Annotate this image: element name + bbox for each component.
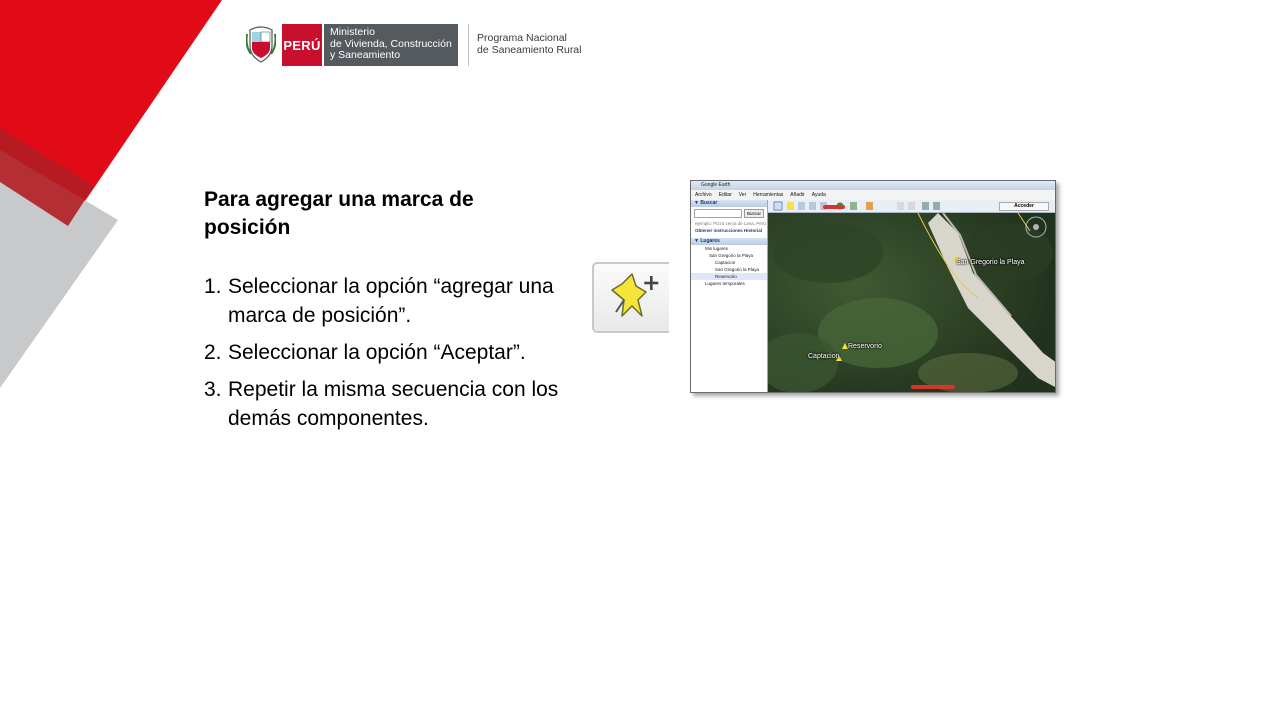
search-hint: ejemplo: Pizza cerca de Lima, Perú [695, 221, 766, 226]
search-row [691, 207, 767, 220]
sidebar [691, 200, 768, 393]
place-item[interactable]: Lugares temporales [705, 281, 745, 286]
slide-heading: Para agregar una marca de posición [204, 188, 474, 239]
search-panel-header[interactable]: ▼ Buscar [691, 200, 767, 207]
peru-crest-icon [246, 24, 276, 64]
toolbar-pointer-arrow [823, 205, 845, 209]
add-placemark-button[interactable] [592, 262, 669, 333]
places-panel-header[interactable]: ▼ Lugares [691, 238, 767, 245]
search-button[interactable]: Buscar [744, 209, 764, 218]
map-pointer-arrow [911, 385, 955, 389]
toolbar-icons [772, 200, 1002, 212]
map-label-town[interactable]: San Gregorio la Playa [956, 259, 1025, 266]
list-item: 1. Seleccionar la opción “agregar una marca de posición”. [204, 275, 554, 327]
decorative-shapes [0, 0, 230, 400]
menu-item[interactable]: Ver [738, 192, 747, 198]
menu-item[interactable]: Añadir [790, 192, 805, 198]
place-item[interactable]: San Gregorio la Playa [715, 267, 760, 272]
place-item[interactable]: Mis lugares [705, 246, 729, 251]
list-item: 2. Seleccionar la opción “Aceptar”. [204, 341, 526, 364]
place-item[interactable]: Captacion [715, 260, 736, 265]
ministry-name: Ministerio de Vivienda, Construcción y Saneamiento [324, 24, 458, 66]
program-name: Programa Nacional de Saneamiento Rural [477, 32, 582, 56]
menu-item[interactable]: Editar [718, 192, 732, 198]
header-divider [468, 24, 469, 66]
placemark-pin-icon [602, 270, 664, 328]
toolbar [768, 200, 1056, 213]
map-label-intake[interactable]: Captacion [808, 353, 840, 360]
menu-bar [691, 190, 1055, 200]
satellite-imagery [768, 213, 1056, 393]
directions-links[interactable]: Obtener instrucciones Historial [695, 228, 763, 233]
place-item[interactable]: Reservorio [691, 273, 767, 280]
menu-item[interactable]: Ayuda [811, 192, 826, 198]
list-item: 3. Repetir la misma secuencia con los demás componentes. [204, 378, 559, 430]
place-item[interactable]: San Gregorio la Playa [709, 253, 754, 258]
menu-item[interactable]: Archivo [695, 192, 712, 198]
google-earth-screenshot [690, 180, 1056, 393]
window-title: Google Earth [691, 181, 1055, 190]
institution-header [246, 24, 581, 66]
peru-logo: PERÚ [282, 24, 322, 66]
map-label-reservoir[interactable]: Reservorio [848, 343, 882, 350]
plus-icon [644, 276, 658, 290]
satellite-map[interactable] [768, 213, 1056, 393]
steps-list [204, 272, 574, 441]
menu-item[interactable]: Herramientas [753, 192, 784, 198]
search-input[interactable] [694, 209, 742, 218]
access-button[interactable]: Acceder [999, 202, 1049, 211]
